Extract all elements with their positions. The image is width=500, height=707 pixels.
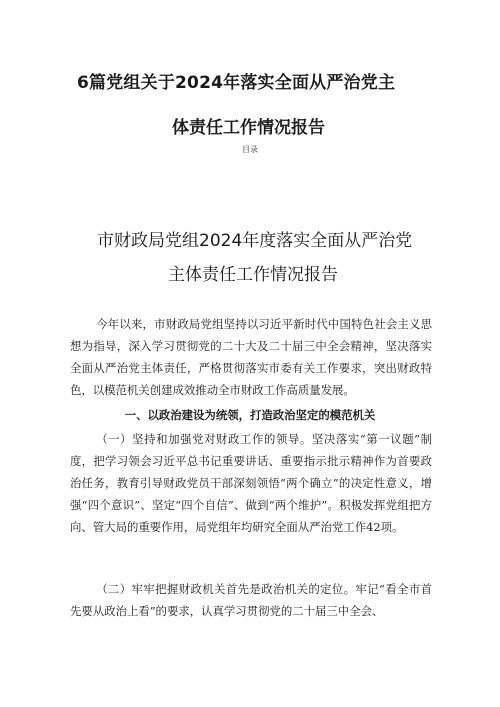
heading-political-construction: 一、以政治建设为统领，打造政治坚定的模范机关 — [124, 408, 376, 422]
section-title-line-1: 市财政局党组2024年度落实全面从严治党 — [97, 231, 413, 251]
document-title-line-2: 体责任工作情况报告 — [172, 118, 325, 138]
table-of-contents-label: 目录 — [242, 145, 258, 154]
paragraph-party-leadership: （一）坚持和加强党对财政工作的领导。坚决落实“第一议题”制度，把学习领会习近平总书记重要讲话、重要指示批示精神作为首要政治任务，教育引导财政党员干部深刻领悟“两个确立”的决定性意义，增强“四个意识”、坚定“四个自信”、做到“两个维护”。积极发挥党组把方向、管大局的重要作用，局党组年均研究全面从严治党工作42项。 — [70, 432, 432, 534]
paragraph-political-organ: （二）牢牢把握财政机关首先是政治机关的定位。牢记“看全市首先要从政治上看”的要求，认真学习贯彻党的二十届三中全会、 — [70, 582, 432, 618]
intro-paragraph: 今年以来，市财政局党组坚持以习近平新时代中国特色社会主义思想为指导，深入学习贯彻党的二十大及二十届三中全会精神，坚决落实全面从严治党主体责任，严格贯彻落实市委有关工作要求，突出财政特色，以模范机关创建成效推动全市财政工作高质量发展。 — [70, 317, 432, 397]
section-title-line-2: 主体责任工作情况报告 — [168, 265, 338, 285]
document-title-line-1: 6篇党组关于2024年落实全面从严治党主 — [77, 73, 396, 93]
